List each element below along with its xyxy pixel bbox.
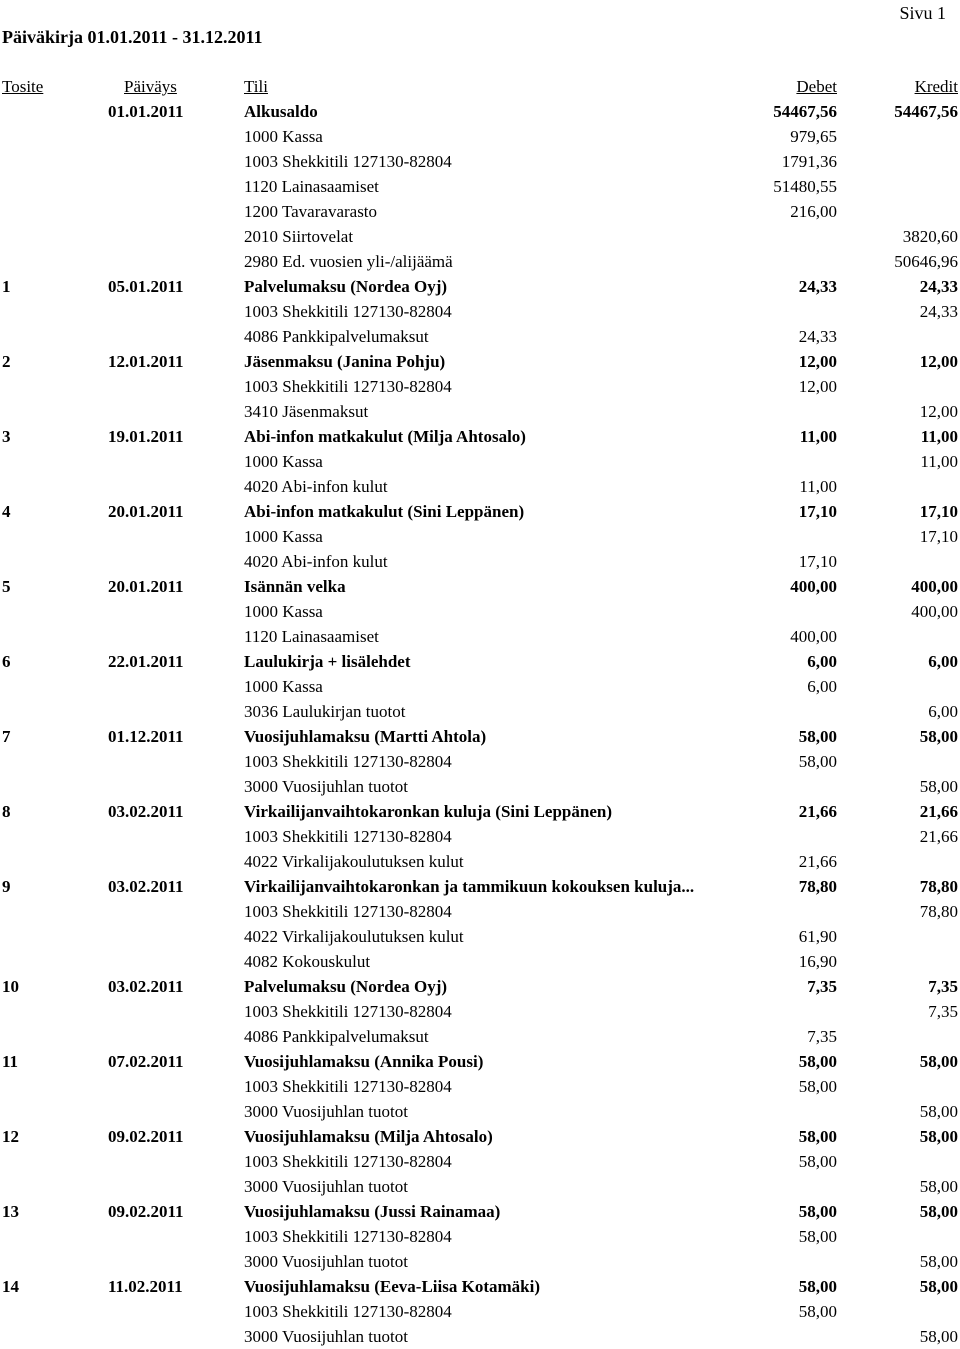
entry-date: 03.02.2011 <box>108 802 184 821</box>
entry-number: 13 <box>2 1202 19 1221</box>
line-kredit: 6,00 <box>928 702 958 721</box>
entry-kredit: 11,00 <box>920 427 958 446</box>
entry-date: 22.01.2011 <box>108 652 184 671</box>
line-debet: 58,00 <box>798 1227 837 1246</box>
entry-header-row <box>0 574 960 599</box>
entry-description: Virkailijanvaihtokaronkan ja tammikuun kokouksen kuluja... <box>244 877 695 896</box>
entry-header-row <box>0 1124 960 1149</box>
header-debet: Debet <box>796 77 837 96</box>
entry-number: 4 <box>2 502 11 521</box>
line-account: 1000 Kassa <box>244 452 323 471</box>
line-kredit: 11,00 <box>920 452 958 471</box>
entry-kredit: 12,00 <box>919 352 958 371</box>
entry-kredit: 54467,56 <box>894 102 958 121</box>
entry-line-row <box>0 324 960 349</box>
entry-header-row <box>0 974 960 999</box>
entry-kredit: 7,35 <box>928 977 958 996</box>
line-account: 3000 Vuosijuhlan tuotot <box>244 1177 408 1196</box>
entry-number: 8 <box>2 802 11 821</box>
entry-date: 12.01.2011 <box>108 352 184 371</box>
header-tosite: Tosite <box>2 77 44 96</box>
entry-debet: 58,00 <box>798 1202 837 1221</box>
page-title: Päiväkirja 01.01.2011 - 31.12.2011 <box>2 27 263 47</box>
entry-date: 03.02.2011 <box>108 877 184 896</box>
entry-header-row <box>0 874 960 899</box>
line-account: 3000 Vuosijuhlan tuotot <box>244 1327 408 1346</box>
line-account: 3000 Vuosijuhlan tuotot <box>244 1252 408 1271</box>
entry-line-row <box>0 474 960 499</box>
journal-entries <box>0 99 960 1346</box>
line-account: 4020 Abi-infon kulut <box>244 552 388 571</box>
line-debet: 6,00 <box>807 677 837 696</box>
entry-debet: 58,00 <box>798 1052 837 1071</box>
entry-number: 6 <box>2 652 11 671</box>
entry-description: Isännän velka <box>244 577 346 596</box>
line-account: 4022 Virkalijakoulutuksen kulut <box>244 852 464 871</box>
line-account: 4086 Pankkipalvelumaksut <box>244 1027 429 1046</box>
entry-line-row <box>0 624 960 649</box>
entry-date: 09.02.2011 <box>108 1127 184 1146</box>
column-headers <box>0 74 960 99</box>
line-account: 3036 Laulukirjan tuotot <box>244 702 406 721</box>
line-kredit: 21,66 <box>919 827 958 846</box>
entry-debet: 6,00 <box>807 652 837 671</box>
entry-debet: 17,10 <box>798 502 837 521</box>
line-debet: 17,10 <box>798 552 837 571</box>
entry-description: Vuosijuhlamaksu (Eeva-Liisa Kotamäki) <box>244 1277 540 1296</box>
entry-number: 10 <box>2 977 19 996</box>
entry-kredit: 400,00 <box>911 577 958 596</box>
entry-debet: 12,00 <box>798 352 837 371</box>
line-account: 3000 Vuosijuhlan tuotot <box>244 777 408 796</box>
entry-line-row <box>0 174 960 199</box>
line-account: 1003 Shekkitili 127130-82804 <box>244 752 452 771</box>
line-account: 4020 Abi-infon kulut <box>244 477 388 496</box>
entry-description: Alkusaldo <box>244 102 318 121</box>
entry-description: Palvelumaksu (Nordea Oyj) <box>244 977 448 996</box>
entry-date: 07.02.2011 <box>108 1052 184 1071</box>
line-account: 1120 Lainasaamiset <box>244 627 379 646</box>
entry-kredit: 58,00 <box>919 1202 958 1221</box>
entry-line-row <box>0 1324 960 1349</box>
line-debet: 58,00 <box>798 752 837 771</box>
line-account: 1000 Kassa <box>244 602 323 621</box>
entry-line-row <box>0 949 960 974</box>
line-debet: 16,90 <box>798 952 837 971</box>
entry-line-row <box>0 1174 960 1199</box>
entry-date: 01.01.2011 <box>108 102 184 121</box>
line-kredit: 50646,96 <box>894 252 958 271</box>
entry-date: 09.02.2011 <box>108 1202 184 1221</box>
line-debet: 216,00 <box>790 202 837 221</box>
entry-description: Virkailijanvaihtokaronkan kuluja (Sini Leppänen) <box>244 802 612 821</box>
line-kredit: 58,00 <box>919 1252 958 1271</box>
entry-debet: 21,66 <box>798 802 837 821</box>
line-account: 1003 Shekkitili 127130-82804 <box>244 827 452 846</box>
line-account: 2010 Siirtovelat <box>244 227 354 246</box>
line-debet: 58,00 <box>798 1302 837 1321</box>
entry-line-row <box>0 749 960 774</box>
line-account: 1003 Shekkitili 127130-82804 <box>244 1302 452 1321</box>
header-kredit: Kredit <box>914 77 958 96</box>
entry-line-row <box>0 1074 960 1099</box>
entry-number: 3 <box>2 427 11 446</box>
line-account: 1000 Kassa <box>244 127 323 146</box>
entry-line-row <box>0 1099 960 1124</box>
line-account: 1003 Shekkitili 127130-82804 <box>244 1152 452 1171</box>
entry-debet: 11,00 <box>799 427 837 446</box>
entry-kredit: 6,00 <box>928 652 958 671</box>
entry-line-row <box>0 149 960 174</box>
line-account: 1120 Lainasaamiset <box>244 177 379 196</box>
entry-kredit: 58,00 <box>919 1127 958 1146</box>
entry-debet: 58,00 <box>798 1127 837 1146</box>
entry-kredit: 58,00 <box>919 1277 958 1296</box>
entry-line-row <box>0 924 960 949</box>
entry-description: Vuosijuhlamaksu (Jussi Rainamaa) <box>244 1202 501 1221</box>
entry-kredit: 24,33 <box>919 277 958 296</box>
entry-description: Abi-infon matkakulut (Sini Leppänen) <box>244 502 525 521</box>
entry-header-row <box>0 1049 960 1074</box>
entry-line-row <box>0 524 960 549</box>
line-account: 3410 Jäsenmaksut <box>244 402 369 421</box>
line-kredit: 17,10 <box>919 527 958 546</box>
line-debet: 61,90 <box>798 927 837 946</box>
entry-header-row <box>0 424 960 449</box>
entry-description: Abi-infon matkakulut (Milja Ahtosalo) <box>244 427 526 446</box>
entry-number: 12 <box>2 1127 19 1146</box>
entry-line-row <box>0 1024 960 1049</box>
entry-line-row <box>0 1249 960 1274</box>
line-account: 4022 Virkalijakoulutuksen kulut <box>244 927 464 946</box>
line-debet: 1791,36 <box>781 152 837 171</box>
entry-line-row <box>0 399 960 424</box>
entry-description: Vuosijuhlamaksu (Annika Pousi) <box>244 1052 484 1071</box>
line-kredit: 24,33 <box>919 302 958 321</box>
entry-date: 20.01.2011 <box>108 577 184 596</box>
entry-line-row <box>0 824 960 849</box>
line-kredit: 58,00 <box>919 777 958 796</box>
line-kredit: 58,00 <box>919 1327 958 1346</box>
line-account: 1200 Tavaravarasto <box>244 202 378 221</box>
line-account: 1003 Shekkitili 127130-82804 <box>244 377 452 396</box>
entry-description: Vuosijuhlamaksu (Martti Ahtola) <box>244 727 487 746</box>
line-kredit: 3820,60 <box>902 227 958 246</box>
entry-debet: 54467,56 <box>773 102 837 121</box>
entry-debet: 7,35 <box>807 977 837 996</box>
page-number: Sivu 1 <box>899 3 946 23</box>
entry-header-row <box>0 799 960 824</box>
line-account: 1003 Shekkitili 127130-82804 <box>244 902 452 921</box>
entry-date: 11.02.2011 <box>108 1277 183 1296</box>
entry-kredit: 58,00 <box>919 1052 958 1071</box>
entry-line-row <box>0 199 960 224</box>
entry-description: Vuosijuhlamaksu (Milja Ahtosalo) <box>244 1127 493 1146</box>
entry-number: 2 <box>2 352 11 371</box>
line-debet: 12,00 <box>798 377 837 396</box>
entry-description: Palvelumaksu (Nordea Oyj) <box>244 277 448 296</box>
entry-description: Laulukirja + lisälehdet <box>244 652 411 671</box>
line-debet: 11,00 <box>799 477 837 496</box>
entry-line-row <box>0 224 960 249</box>
entry-line-row <box>0 899 960 924</box>
entry-line-row <box>0 674 960 699</box>
line-debet: 979,65 <box>790 127 837 146</box>
entry-date: 01.12.2011 <box>108 727 184 746</box>
entry-line-row <box>0 374 960 399</box>
entry-debet: 58,00 <box>798 1277 837 1296</box>
entry-debet: 78,80 <box>798 877 837 896</box>
entry-line-row <box>0 999 960 1024</box>
line-kredit: 78,80 <box>919 902 958 921</box>
entry-number: 7 <box>2 727 11 746</box>
entry-header-row <box>0 99 960 124</box>
entry-line-row <box>0 699 960 724</box>
line-debet: 51480,55 <box>773 177 837 196</box>
entry-number: 1 <box>2 277 11 296</box>
entry-line-row <box>0 849 960 874</box>
entry-header-row <box>0 274 960 299</box>
line-debet: 21,66 <box>798 852 837 871</box>
entry-description: Jäsenmaksu (Janina Pohju) <box>244 352 446 371</box>
line-account: 4086 Pankkipalvelumaksut <box>244 327 429 346</box>
entry-date: 19.01.2011 <box>108 427 184 446</box>
entry-line-row <box>0 774 960 799</box>
line-kredit: 7,35 <box>928 1002 958 1021</box>
entry-line-row <box>0 1149 960 1174</box>
entry-debet: 24,33 <box>798 277 837 296</box>
entry-line-row <box>0 1224 960 1249</box>
entry-line-row <box>0 599 960 624</box>
line-account: 1003 Shekkitili 127130-82804 <box>244 1002 452 1021</box>
entry-kredit: 17,10 <box>919 502 958 521</box>
line-account: 1003 Shekkitili 127130-82804 <box>244 1227 452 1246</box>
line-debet: 7,35 <box>807 1027 837 1046</box>
entry-header-row <box>0 649 960 674</box>
entry-number: 11 <box>2 1052 19 1071</box>
entry-debet: 400,00 <box>790 577 837 596</box>
line-account: 1000 Kassa <box>244 527 323 546</box>
entry-kredit: 58,00 <box>919 727 958 746</box>
line-kredit: 400,00 <box>911 602 958 621</box>
entry-number: 5 <box>2 577 11 596</box>
entry-number: 14 <box>2 1277 19 1296</box>
entry-line-row <box>0 249 960 274</box>
entry-date: 20.01.2011 <box>108 502 184 521</box>
header-date: Päiväys <box>124 77 177 96</box>
entry-line-row <box>0 549 960 574</box>
entry-header-row <box>0 349 960 374</box>
entry-header-row <box>0 499 960 524</box>
line-account: 1003 Shekkitili 127130-82804 <box>244 302 452 321</box>
line-kredit: 58,00 <box>919 1102 958 1121</box>
entry-line-row <box>0 299 960 324</box>
entry-line-row <box>0 449 960 474</box>
entry-header-row <box>0 724 960 749</box>
entry-header-row <box>0 1274 960 1299</box>
line-kredit: 12,00 <box>919 402 958 421</box>
entry-header-row <box>0 1199 960 1224</box>
entry-date: 03.02.2011 <box>108 977 184 996</box>
line-account: 4082 Kokouskulut <box>244 952 371 971</box>
line-debet: 58,00 <box>798 1152 837 1171</box>
line-debet: 24,33 <box>798 327 837 346</box>
entry-line-row <box>0 1299 960 1324</box>
line-debet: 400,00 <box>790 627 837 646</box>
entry-kredit: 21,66 <box>919 802 958 821</box>
line-account: 2980 Ed. vuosien yli-/alijäämä <box>244 252 453 271</box>
line-account: 1003 Shekkitili 127130-82804 <box>244 1077 452 1096</box>
entry-date: 05.01.2011 <box>108 277 184 296</box>
line-account: 3000 Vuosijuhlan tuotot <box>244 1102 408 1121</box>
entry-debet: 58,00 <box>798 727 837 746</box>
entry-number: 9 <box>2 877 11 896</box>
line-kredit: 58,00 <box>919 1177 958 1196</box>
entry-line-row <box>0 124 960 149</box>
header-account: Tili <box>244 77 268 96</box>
entry-kredit: 78,80 <box>919 877 958 896</box>
line-account: 1000 Kassa <box>244 677 323 696</box>
line-account: 1003 Shekkitili 127130-82804 <box>244 152 452 171</box>
line-debet: 58,00 <box>798 1077 837 1096</box>
